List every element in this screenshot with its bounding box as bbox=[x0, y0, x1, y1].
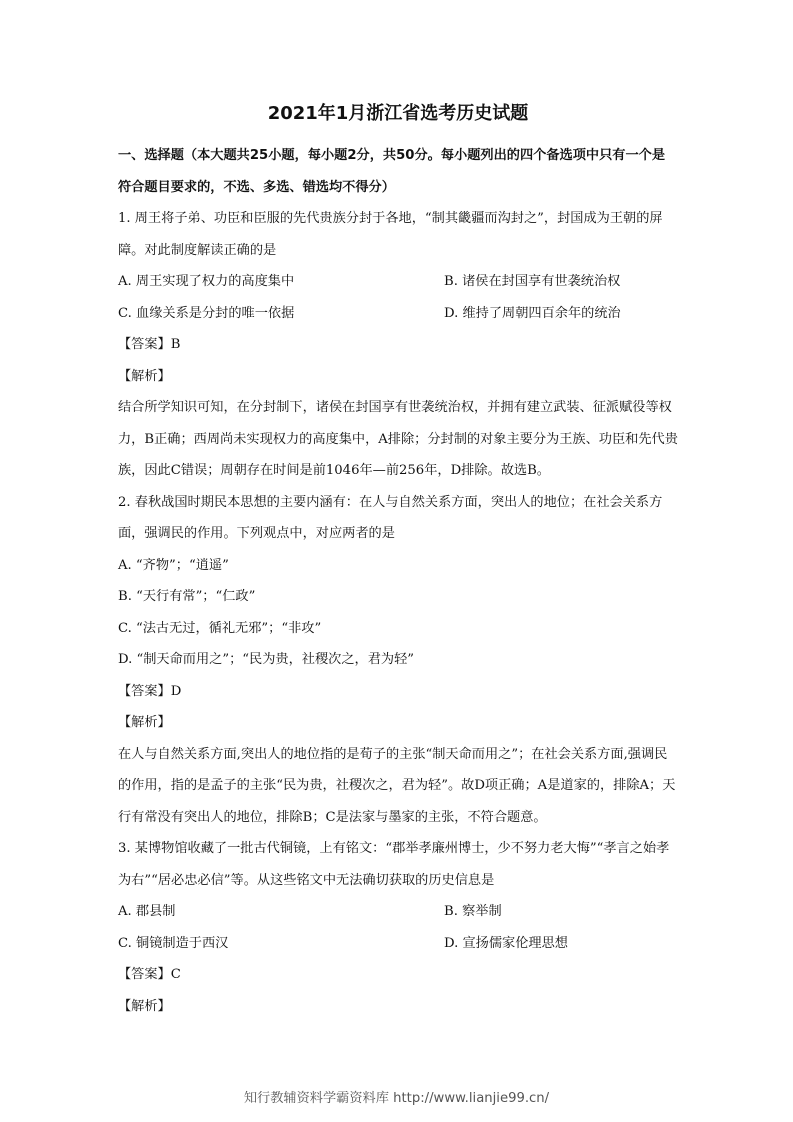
question-stem: 1. 周王将子弟、功臣和臣服的先代贵族分封于各地，“制其畿疆而沟封之”，封国成为王朝的屏障。对此制度解读正确的是 bbox=[118, 211, 663, 258]
answer-label: 【答案】 bbox=[118, 967, 171, 982]
option-a: A. “齐物”；“逍遥” bbox=[118, 557, 229, 573]
answer-label: 【答案】 bbox=[118, 337, 171, 352]
options-grid bbox=[118, 266, 678, 329]
option-a: A. 周王实现了权力的高度集中 bbox=[118, 274, 295, 289]
option-a: A. 郡县制 bbox=[118, 904, 176, 919]
document-content bbox=[118, 100, 678, 1022]
options-grid bbox=[118, 896, 678, 959]
question-stem: 3. 某博物馆收藏了一批古代铜镜，上有铭文：“郡举孝廉州博士，少不努力老大悔”“孝言之始孝为右”“居必忠必信”等。从这些铭文中无法确切获取的历史信息是 bbox=[118, 841, 670, 888]
option-b: B. 诸侯在封国享有世袭统治权 bbox=[444, 274, 621, 289]
page-footer: 知行教辅资料学霸资料库 http://www.lianjie99.cn/ bbox=[243, 1091, 550, 1106]
answer-line bbox=[118, 329, 678, 361]
answer-line bbox=[118, 676, 678, 708]
analysis-text: 结合所学知识可知，在分封制下，诸侯在封国享有世袭统治权，并拥有建立武装、征派赋役等权力，B正确；西周尚未实现权力的高度集中，A排除；分封制的对象主要分为王族、功臣和先代贵族，因此C错误；周朝存在时间是前1046年—前256年，D排除。故选B。 bbox=[118, 400, 678, 478]
question-2 bbox=[118, 487, 678, 834]
option-c: C. “法古无过，循礼无邪”；“非攻” bbox=[118, 620, 322, 636]
analysis-label: 【解析】 bbox=[118, 715, 171, 730]
section-heading: 一、选择题（本大题共25小题，每小题2分，共50分。每小题列出的四个备选项中只有一个是符合题目要求的，不选、多选、错选均不得分） bbox=[118, 148, 666, 195]
option-d: D. “制天命而用之”；“民为贵，社稷次之，君为轻” bbox=[118, 652, 415, 667]
option-c: C. 血缘关系是分封的唯一依据 bbox=[118, 305, 295, 321]
option-b: B. “天行有常”；“仁政” bbox=[118, 589, 256, 604]
option-b: B. 察举制 bbox=[444, 904, 502, 919]
page-title: 2021年1月浙江省选考历史试题 bbox=[267, 103, 529, 124]
question-stem: 2. 春秋战国时期民本思想的主要内涵有：在人与自然关系方面，突出人的地位；在社会关系方面，强调民的作用。下列观点中，对应两者的是 bbox=[118, 494, 663, 541]
analysis-text: 在人与自然关系方面,突出人的地位指的是荀子的主张“制天命而用之”；在社会关系方面,强调民的作用，指的是孟子的主张“民为贵，社稷次之，君为轻”。故D项正确；A是道家的，排除A；天行有常没有突出人的地位，排除B；C是法家与墨家的主张，不符合题意。 bbox=[118, 746, 676, 825]
option-d: D. 宣扬儒家伦理思想 bbox=[444, 935, 568, 951]
answer-value: C bbox=[170, 967, 181, 982]
question-1 bbox=[118, 203, 678, 487]
answer-value: B bbox=[170, 337, 181, 352]
options-list bbox=[118, 550, 678, 676]
answer-value: D bbox=[170, 683, 182, 699]
analysis-label: 【解析】 bbox=[118, 368, 171, 384]
answer-label: 【答案】 bbox=[118, 683, 171, 699]
question-3 bbox=[118, 833, 678, 1022]
option-d: D. 维持了周朝四百余年的统治 bbox=[444, 305, 621, 321]
analysis-label: 【解析】 bbox=[118, 998, 171, 1014]
option-c: C. 铜镜制造于西汉 bbox=[118, 935, 229, 951]
answer-line bbox=[118, 959, 678, 991]
